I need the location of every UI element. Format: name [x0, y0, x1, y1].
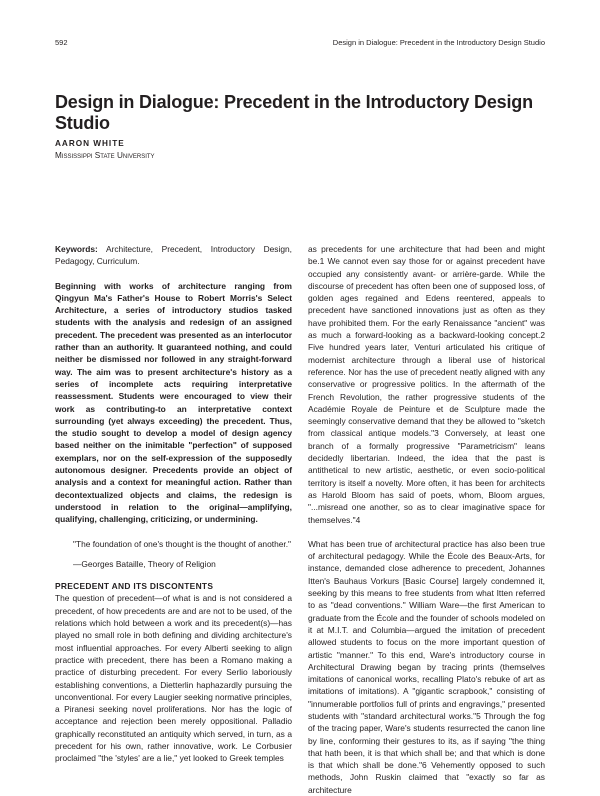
- abstract: Beginning with works of architecture ranging from Qingyun Ma's Father's House to Robert Morris's Select Architecture, a series of introductory studios tasked students with the analysis and redesign of an assigned precedent. The precedent was presented as an interlocutor rather than an authority. It guaranteed nothing, and could neither be dismissed nor followed in any straight-forward way. The aim was to present architecture's history as a series of incomplete acts requiring interpretative reassessment. Students were encouraged to view their work as contributing-to an interpretative context surrounding (yet always exceeding) the precedent. Thus, the studio sought to develop a model of design agency based neither on the inimitable "perfection" of supposed exemplars, nor on the self-expression of the supposedly autonomous designer. Precedents provide an object of analysis and a context for meaningful action. Rather than decontextualized objects and claims, the redesign is understood in relation to the original—amplifying, qualifying, challenging, criticizing, or undermining.: [55, 280, 292, 525]
- running-title: Design in Dialogue: Precedent in the Introductory Design Studio: [332, 38, 545, 47]
- author-name: AARON WHITE: [55, 139, 125, 148]
- epigraph-attribution: —Georges Bataille, Theory of Religion: [73, 558, 216, 569]
- keywords: [55, 243, 292, 268]
- body-paragraph: What has been true of architectural practice has also been true of architectural pedagogy. While the École des Beaux-Arts, for instance, demanded close adherence to precedent, Johannes Itten's Bauhaus Vorkurs [Basic Course] largely condemned it, seeking by this means to free students from what Itten referred to as "dead conventions." William Ware—the first American to graduate from the École and the founder of schools modeled on it at M.I.T. and Columbia—argued the imitation of precedent allowed students to focus on the more important question of artistic "manner." To this end, Ware's introductory course in Architectural Drawing began by tracing prints (themselves imitations of canonical works, recalling Plato's rebuke of art as imitations of imitations). A "gigantic scrapbook," consisting of "innumerable portfolios full of prints and engravings," presented students with "standard architectural works."5 Through the fog of the tracing paper, Ware's students resurrected the canon line by line, conforming their gestures to its, as if saying "the thing that hath been, it is that which shall be; and that which is done is that which shall be done."6 Vehemently opposed to such methods, John Ruskin claimed that "exactly so far as architecture: [308, 538, 545, 795]
- body-paragraph: The question of precedent—of what is and is not considered a precedent, of how precedents are and are not to be used, of the relations which hold between a work and its precedent(s)—has played no small role in both defining and dividing architecture's most influential approaches. For every Alberti seeking to align practice with precedent, there has been a Romano making a practice of disturbing precedent. For every Serlio laboriously establishing conventions, a Dietterlin haphazardly pursuing the unconventional. For every Laugier seeking normative principles, a Piranesi seeking novel proliferations. Nor has the logic of acceptance and rejection been merely oppositional. Palladio graphically reconstituted an antiquity which served, in turn, as a precedent for his own, rather innovative, work. Le Corbusier proclaimed "the 'styles' are a lie," yet looked to Greek temples: [55, 593, 292, 764]
- body-paragraph: as precedents for une architecture that had been and might be.1 We cannot even say those for or against precedent have occupied any consistently avant- or arrière-garde. While the discourse of precedent has often been one of supposed loss, of golden ages regained and Edens reentered, appeals to precedent have sanctioned innovations just as often as they have prohibited them. For the early Renaissance "ancient" was as much a forward-looking as a backward-looking concept.2 Five hundred years later, Venturi articulated his critique of modernist architecture through a liberal use of historical reference. Nor has the use of precedent neatly aligned with any conservative or progressive politics. In the aftermath of the French Revolution, the rather progressive students of the Académie Royale de Peinture et de Sculpture made the seemingly conservative demand that they be allowed to "sketch from classical antique models."3 Conversely, at least one branch of a formally progressive "Parametricism" leans decidedly libertarian. Indeed, the idea that the past is antithetical to new artistic, aesthetic, or even socio-political territory is itself a novelty. More often, it has been for architects as Harold Bloom has said of poets, whom, Bloom argues, "...misread one another, so as to clear imaginative space for themselves."4: [308, 244, 545, 525]
- page-number: 592: [55, 38, 68, 47]
- keywords-text: Architecture, Precedent, Introductory Design, Pedagogy, Curriculum.: [55, 244, 292, 267]
- paper-title: Design in Dialogue: Precedent in the Introductory Design Studio: [55, 92, 533, 133]
- epigraph-quote: "The foundation of one's thought is the thought of another.": [73, 538, 292, 549]
- right-column: [308, 243, 545, 796]
- author-affiliation: Mississippi State University: [55, 151, 155, 160]
- left-column: [55, 243, 292, 765]
- keywords-label: Keywords:: [55, 244, 98, 254]
- section-heading: PRECEDENT AND ITS DISCONTENTS: [55, 581, 214, 592]
